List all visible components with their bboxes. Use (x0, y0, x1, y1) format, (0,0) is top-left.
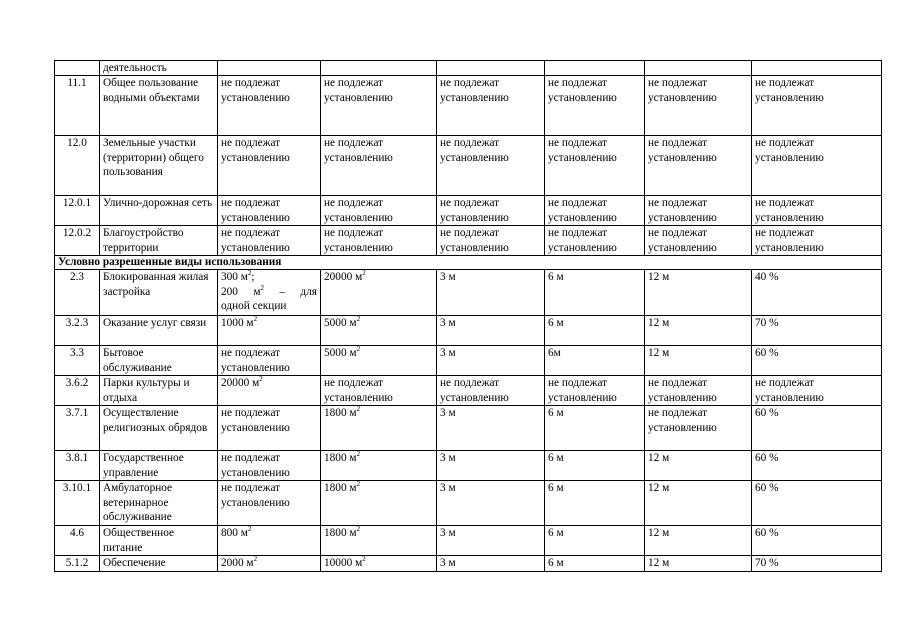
table-row (55, 196, 882, 226)
use-type-name-cell: Парки культуры и отдыха (100, 376, 218, 406)
area-unit-superscript: 2 (356, 450, 361, 459)
parameter-cell: не подлежат установлению (545, 76, 645, 136)
parameter-cell (752, 61, 882, 76)
area-unit-superscript: 2 (362, 555, 366, 564)
parameter-cell: не подлежат установлению (752, 76, 882, 136)
table-row (55, 76, 882, 136)
area-unit-superscript: 2 (356, 345, 361, 354)
parameter-cell: не подлежат установлению (218, 136, 321, 196)
parameter-cell (645, 61, 752, 76)
parameter-cell: 6м (545, 346, 645, 376)
area-value: не подлежат установлению (221, 482, 290, 509)
parameter-cell: не подлежат установлению (645, 136, 752, 196)
min-plot-area-cell (218, 316, 321, 346)
parameter-cell: не подлежат установлению (645, 226, 752, 256)
parameter-cell: 3 м (437, 556, 545, 571)
area-value: 20000 м (221, 377, 260, 390)
max-plot-area-cell (321, 526, 437, 556)
table-row (55, 226, 882, 256)
area-unit-superscript: 2 (356, 525, 361, 534)
area-value: не подлежат установлению (324, 377, 393, 404)
zone-code-cell: 4.6 (55, 526, 100, 556)
parameter-cell: 12 м (645, 526, 752, 556)
parameter-cell (545, 61, 645, 76)
area-unit-superscript: 2 (259, 375, 263, 384)
area-line (221, 285, 317, 299)
parameter-cell: 60 % (752, 346, 882, 376)
max-plot-area-cell (321, 406, 437, 451)
use-type-name-cell: деятельность (100, 61, 218, 76)
parameter-cell: не подлежат установлению (545, 196, 645, 226)
parameter-cell (218, 61, 321, 76)
use-type-name-cell: Оказание услуг связи (100, 316, 218, 346)
min-plot-area-cell (218, 376, 321, 406)
parameter-cell: не подлежат установлению (545, 376, 645, 406)
use-type-name-cell: Земельные участки (территории) общего пользования (100, 136, 218, 196)
zone-code-cell: 12.0 (55, 136, 100, 196)
parameter-cell: 12 м (645, 346, 752, 376)
area-unit-superscript: 2 (260, 283, 264, 292)
parameter-cell: 12 м (645, 316, 752, 346)
use-type-name-cell: Блокированная жилая застройка (100, 270, 218, 316)
table-row (55, 451, 882, 481)
zone-code-cell: 12.0.1 (55, 196, 100, 226)
zone-code-cell: 3.10.1 (55, 481, 100, 526)
section-title: Условно разрешенные виды использования (55, 256, 882, 270)
table-row (55, 346, 882, 376)
area-value: 1800 м (324, 407, 357, 420)
area-value: 800 м (221, 527, 248, 540)
area-note: – для (279, 285, 317, 298)
use-type-name-cell: Государственное управление (100, 451, 218, 481)
table-row (55, 526, 882, 556)
table-row (55, 136, 882, 196)
zone-code-cell: 5.1.2 (55, 556, 100, 571)
parameter-cell: 3 м (437, 316, 545, 346)
use-type-name-cell: Общественное питание (100, 526, 218, 556)
min-plot-area-cell (218, 270, 321, 316)
parameter-cell: 60 % (752, 481, 882, 526)
table-row (55, 376, 882, 406)
zone-code-cell (55, 61, 100, 76)
use-type-name-cell: Улично-дорожная сеть (100, 196, 218, 226)
area-unit-superscript: 2 (356, 315, 361, 324)
parameter-cell: не подлежат установлению (437, 376, 545, 406)
area-value: 2000 м (221, 557, 254, 570)
max-plot-area-cell (321, 346, 437, 376)
use-type-name-cell: Осуществление религиозных обрядов (100, 406, 218, 451)
parameter-cell: не подлежат установлению (545, 226, 645, 256)
parameter-cell: 6 м (545, 481, 645, 526)
zone-code-cell: 12.0.2 (55, 226, 100, 256)
zone-code-cell: 3.8.1 (55, 451, 100, 481)
max-plot-area-cell (321, 451, 437, 481)
separator: ; (251, 271, 255, 284)
use-type-name-cell: Обеспечение (100, 556, 218, 571)
parameter-cell: 6 м (545, 526, 645, 556)
parameter-cell: не подлежат установлению (645, 406, 752, 451)
parameter-cell: не подлежат установлению (321, 136, 437, 196)
area-value: 1800 м (324, 527, 357, 540)
use-type-name-cell: Амбулаторное ветеринарное обслуживание (100, 481, 218, 526)
zone-code-cell: 11.1 (55, 76, 100, 136)
parameter-cell: 12 м (645, 270, 752, 316)
zone-code-cell: 2.3 (55, 270, 100, 316)
table-row (55, 556, 882, 571)
zone-code-cell: 3.2.3 (55, 316, 100, 346)
area-unit-superscript: 2 (356, 480, 361, 489)
area-value: 5000 м (324, 317, 357, 330)
parameter-cell: 6 м (545, 556, 645, 571)
area-value: не подлежат установлению (221, 452, 290, 479)
parameter-cell: не подлежат установлению (645, 76, 752, 136)
max-plot-area-cell (321, 376, 437, 406)
parameter-cell: не подлежат установлению (321, 76, 437, 136)
area-value: 5000 м (324, 347, 357, 360)
area-value (221, 283, 264, 298)
parameter-cell: 6 м (545, 451, 645, 481)
parameter-cell: 3 м (437, 451, 545, 481)
table-row (55, 270, 882, 316)
parameter-cell: не подлежат установлению (752, 226, 882, 256)
parameter-cell: 60 % (752, 451, 882, 481)
area-unit-superscript: 2 (247, 525, 252, 534)
parameter-cell: не подлежат установлению (218, 226, 321, 256)
area-value: 10000 м (324, 557, 363, 570)
area-value: 300 м (221, 271, 248, 284)
parameter-cell: не подлежат установлению (218, 76, 321, 136)
max-plot-area-cell (321, 270, 437, 316)
parameter-cell: 12 м (645, 481, 752, 526)
parameter-cell: не подлежат установлению (752, 136, 882, 196)
max-plot-area-cell (321, 481, 437, 526)
table-row (55, 61, 882, 76)
table-row (55, 406, 882, 451)
table-row (55, 316, 882, 346)
parameter-cell: 12 м (645, 556, 752, 571)
zone-code-cell: 3.6.2 (55, 376, 100, 406)
parameter-cell: 60 % (752, 526, 882, 556)
parameter-cell: не подлежат установлению (437, 76, 545, 136)
table-row (55, 481, 882, 526)
parameter-cell: не подлежат установлению (437, 196, 545, 226)
parameter-cell: 12 м (645, 451, 752, 481)
parameter-cell: не подлежат установлению (645, 196, 752, 226)
parameter-cell: не подлежат установлению (321, 196, 437, 226)
parameter-cell: 3 м (437, 406, 545, 451)
use-type-name-cell: Общее пользование водными объектами (100, 76, 218, 136)
parameter-cell: 40 % (752, 270, 882, 316)
area-unit-superscript: 2 (362, 269, 366, 278)
parameter-cell: не подлежат установлению (752, 196, 882, 226)
parameter-cell: не подлежат установлению (645, 376, 752, 406)
area-unit-superscript: 2 (253, 555, 258, 564)
min-plot-area-cell (218, 451, 321, 481)
parameter-cell: 3 м (437, 270, 545, 316)
area-value: не подлежат установлению (221, 407, 290, 434)
area-value: 1800 м (324, 452, 357, 465)
area-value: не подлежат установлению (221, 347, 290, 374)
max-plot-area-cell (321, 316, 437, 346)
zone-code-cell: 3.7.1 (55, 406, 100, 451)
parameter-cell: 70 % (752, 316, 882, 346)
parameter-cell: не подлежат установлению (218, 196, 321, 226)
area-number: 200 м (221, 285, 261, 298)
area-unit-superscript: 2 (247, 269, 252, 278)
parameter-cell: не подлежат установлению (545, 136, 645, 196)
parameter-cell (321, 61, 437, 76)
zone-code-cell: 3.3 (55, 346, 100, 376)
parameter-cell: 70 % (752, 556, 882, 571)
parameter-cell: 3 м (437, 346, 545, 376)
max-plot-area-cell (321, 556, 437, 571)
parameter-cell (437, 61, 545, 76)
area-unit-superscript: 2 (253, 315, 258, 324)
area-line: одной секции (221, 300, 287, 313)
parameter-cell: 6 м (545, 270, 645, 316)
use-type-name-cell: Бытовое обслуживание (100, 346, 218, 376)
area-unit-superscript: 2 (356, 405, 361, 414)
area-value: 20000 м (324, 271, 363, 284)
parameter-cell: 6 м (545, 406, 645, 451)
parameter-cell: 6 м (545, 316, 645, 346)
use-type-name-cell: Благоустройство территории (100, 226, 218, 256)
min-plot-area-cell (218, 346, 321, 376)
area-value: 1000 м (221, 317, 254, 330)
min-plot-area-cell (218, 481, 321, 526)
min-plot-area-cell (218, 556, 321, 571)
parameter-cell: 3 м (437, 481, 545, 526)
parameter-cell: не подлежат установлению (752, 376, 882, 406)
parameter-cell: 3 м (437, 526, 545, 556)
parameter-cell: не подлежат установлению (437, 226, 545, 256)
section-header-row (55, 256, 882, 270)
parameter-cell: не подлежат установлению (437, 136, 545, 196)
parameter-cell: 60 % (752, 406, 882, 451)
min-plot-area-cell (218, 526, 321, 556)
min-plot-area-cell (218, 406, 321, 451)
area-value: 1800 м (324, 482, 357, 495)
parameter-cell: не подлежат установлению (321, 226, 437, 256)
land-use-regulations-table (54, 60, 882, 572)
